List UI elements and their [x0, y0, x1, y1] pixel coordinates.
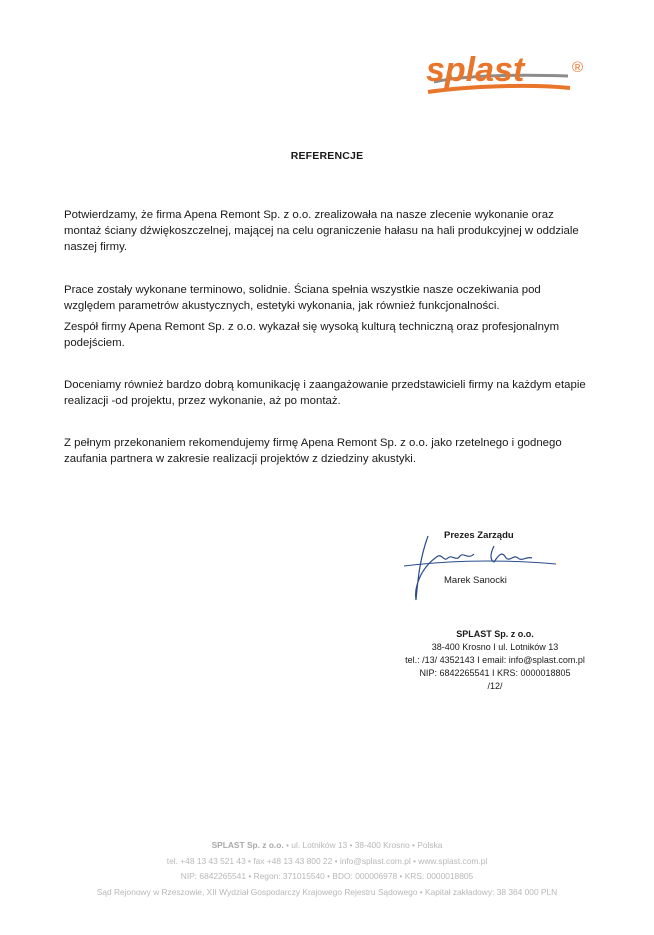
- stamp-reference: /12/: [487, 681, 503, 691]
- paragraph-recommendation: Z pełnym przekonaniem rekomendujemy firmę Apena Remont Sp. z o.o. jako rzetelnego i godnego zaufania partnera w zakresie realizacji projektów z dziedziny akustyki.: [64, 437, 562, 465]
- stamp-contact: tel.: /13/ 4352143 I email: info@splast.com.pl: [405, 655, 585, 665]
- footer-line-ids: NIP: 6842265541 • Regon: 371015540 • BDO: 000006978 • KRS: 0000018805: [180, 871, 474, 881]
- logo-text: splast: [426, 52, 525, 89]
- signatory-role: Prezes Zarządu: [444, 530, 514, 541]
- footer-line-court: Sąd Rejonowy w Rzeszowie, XII Wydział Gospodarczy Krajowego Rejestru Sądowego • Kapitał zakładowy: 38 364 000 PLN: [96, 886, 558, 897]
- footer-line-address: [0, 838, 654, 854]
- signatory-name: Marek Sanocki: [444, 575, 507, 586]
- paragraph-communication: Doceniamy również bardzo dobrą komunikację i zaangażowanie przedstawicieli firmy na każdym etapie realizacji -od projektu, przez wykonanie, aż po montaż.: [64, 379, 586, 407]
- document-title: REFERENCJE: [290, 150, 364, 162]
- splast-logo: [420, 52, 592, 96]
- paragraph-confirmation: Potwierdzamy, że firma Apena Remont Sp. z o.o. zrealizowała na nasze zlecenie wykonanie oraz montaż ściany dźwiękoszczelnej, mającej na celu ograniczenie hałasu na hali produkcyjnej w oddziale naszej firmy.: [64, 209, 579, 253]
- stamp-address: 38-400 Krosno I ul. Lotników 13: [431, 642, 559, 652]
- footer-company: SPLAST Sp. z o.o.: [211, 840, 284, 850]
- footer-address: • ul. Lotników 13 • 38-400 Krosno • Polska: [286, 840, 443, 850]
- letterhead-footer: [0, 838, 654, 900]
- handwritten-signature: [398, 528, 558, 608]
- company-stamp: [400, 628, 590, 693]
- footer-line-contact: tel. +48 13 43 521 43 • fax +48 13 43 800 22 • info@splast.com.pl • www.splast.com.pl: [166, 855, 488, 866]
- stamp-registry: NIP: 6842265541 I KRS: 0000018805: [419, 668, 571, 678]
- paragraph-team: Zespół firmy Apena Remont Sp. z o.o. wykazał się wysoką kulturą techniczną oraz profesjonalnym podejściem.: [64, 321, 560, 349]
- registered-mark: ®: [572, 59, 584, 76]
- paragraph-quality: Prace zostały wykonane terminowo, solidnie. Ściana spełnia wszystkie nasze oczekiwania pod względem parametrów akustycznych, estetyki wykonania, jak również funkcjonalności.: [64, 284, 541, 312]
- stamp-company: SPLAST Sp. z o.o.: [456, 629, 534, 639]
